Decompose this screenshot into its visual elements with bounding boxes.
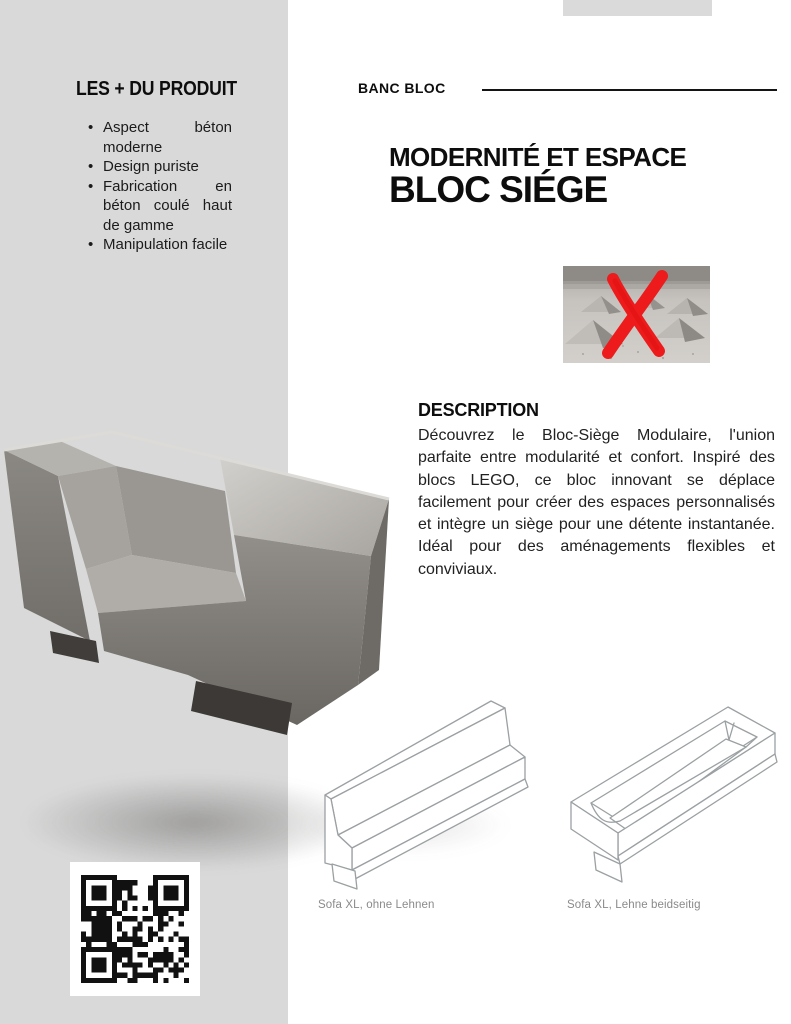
list-item: • Manipulation facile xyxy=(86,235,232,255)
sofa-caption-left: Sofa XL, ohne Lehnen xyxy=(318,899,435,911)
top-right-decor-block xyxy=(563,0,712,16)
kicker-label: BANC BLOC xyxy=(358,80,446,96)
pyramid-concrete-photo xyxy=(563,266,710,363)
sofa-caption-right: Sofa XL, Lehne beidseitig xyxy=(567,899,701,911)
hero-title-line2: BLOC SIÉGE xyxy=(389,169,608,210)
list-item: • Design puriste xyxy=(86,157,232,177)
qr-code-icon xyxy=(81,875,189,983)
kicker-rule xyxy=(482,89,777,91)
qr-code xyxy=(70,862,200,996)
hero-title-line1: MODERNITÉ ET ESPACE xyxy=(389,142,687,172)
product-pluses-list xyxy=(86,118,232,255)
list-item: • Fabrication en béton coulé haut de gamme xyxy=(86,177,232,236)
sofa-drawing-right xyxy=(558,692,791,907)
rejected-concept-photo xyxy=(563,266,710,363)
description-heading: DESCRIPTION xyxy=(418,400,539,420)
list-item: • Aspect béton moderne xyxy=(86,118,232,157)
left-panel-title: LES + DU PRODUIT xyxy=(76,78,237,100)
sofa-drawing-left xyxy=(308,692,543,902)
description-body: Découvrez le Bloc-Siège Modulaire, l'union parfaite entre modularité et confort. Inspiré des blocs LEGO, ce bloc innovant se déplace facilement pour créer des espaces personnalisés et intègre un siège pour une détente instantanée. Idéal pour des aménagements flexibles et conviviaux. xyxy=(418,427,775,578)
